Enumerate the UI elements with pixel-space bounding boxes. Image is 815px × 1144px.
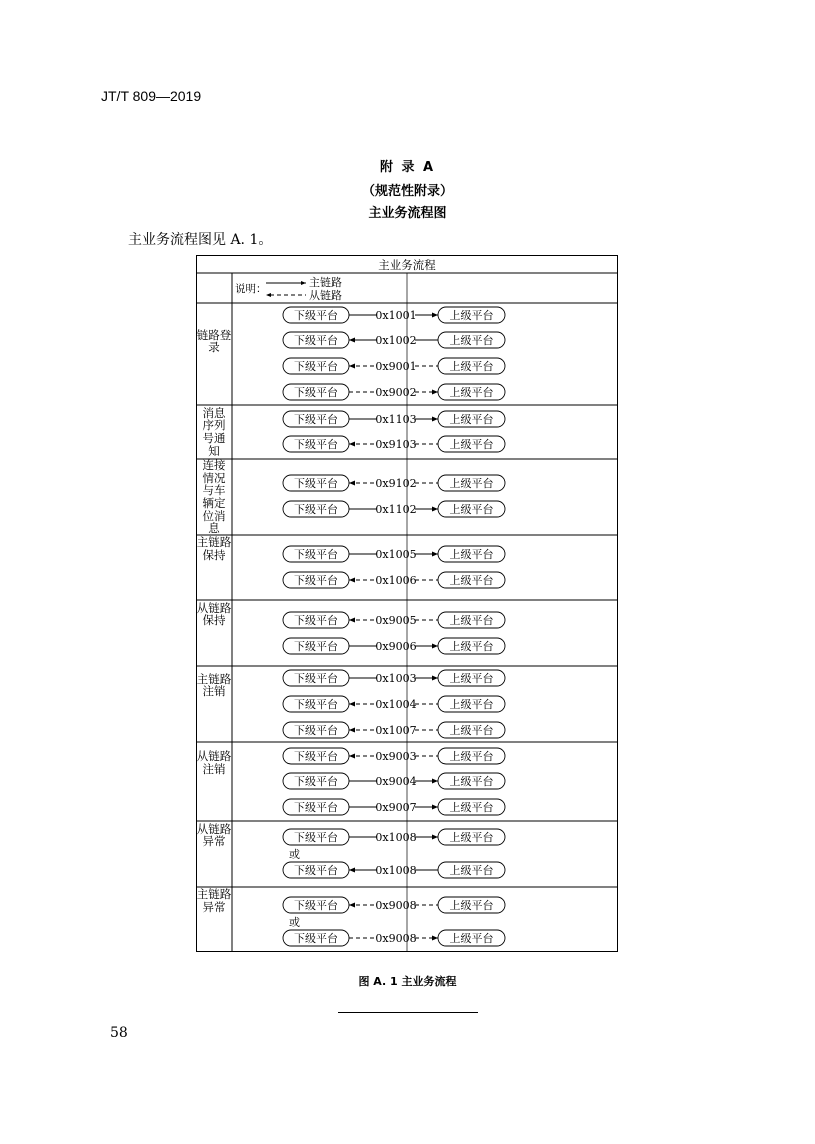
upper-platform-label: 上级平台: [449, 801, 494, 814]
lower-platform-label: 下级平台: [294, 750, 338, 763]
lower-platform-label: 下级平台: [294, 831, 338, 844]
lower-platform-label: 下级平台: [294, 548, 338, 561]
lower-platform-label: 下级平台: [294, 775, 338, 788]
message-code: 0x1005: [375, 548, 417, 561]
arrowhead-right: [432, 552, 438, 557]
section-label: 主链路异常: [196, 887, 232, 914]
arrowhead-left: [349, 481, 355, 486]
upper-platform-label: 上级平台: [449, 614, 494, 627]
message-code: 0x9008: [375, 899, 417, 912]
message-code: 0x9003: [375, 750, 417, 763]
lower-platform-label: 下级平台: [294, 640, 338, 653]
arrowhead-left: [349, 728, 355, 733]
upper-platform-label: 上级平台: [449, 386, 494, 399]
legend-sub-label: 从链路: [309, 289, 342, 302]
legend-sub-arrowhead: [266, 293, 271, 297]
upper-platform-label: 上级平台: [449, 334, 494, 347]
flow-row: [283, 862, 505, 878]
flow-row: [283, 307, 505, 323]
lower-platform-label: 下级平台: [294, 334, 338, 347]
section-label: 连接情况与车辆定位消息: [202, 458, 226, 536]
flow-row: [283, 384, 505, 400]
arrowhead-right: [432, 835, 438, 840]
flow-row: [283, 358, 505, 374]
footer-rule: [338, 1012, 478, 1013]
section-label: 消息序列号通知: [202, 405, 226, 458]
flow-row: [283, 829, 505, 845]
arrowhead-left: [349, 578, 355, 583]
message-code: 0x1007: [375, 724, 417, 737]
message-code: 0x1008: [375, 831, 417, 844]
message-code: 0x1003: [375, 672, 417, 685]
upper-platform-label: 上级平台: [449, 864, 494, 877]
lower-platform-label: 下级平台: [294, 438, 338, 451]
arrowhead-right: [432, 676, 438, 681]
legend-main-label: 主链路: [309, 276, 342, 289]
flow-diagram-table: [196, 255, 618, 952]
diagram-title: 主业务流程: [378, 258, 436, 272]
upper-platform-label: 上级平台: [449, 477, 494, 490]
section-label: 主链路保持: [196, 535, 232, 562]
upper-platform-label: 上级平台: [449, 932, 494, 945]
intro-text: 主业务流程图见 A. 1。: [128, 232, 273, 248]
appendix-heading: 主业务流程图: [368, 206, 447, 221]
lower-platform-label: 下级平台: [294, 932, 338, 945]
message-code: 0x9004: [375, 775, 417, 788]
flow-row: [283, 722, 505, 738]
flow-row: [283, 773, 505, 789]
message-code: 0x1002: [375, 334, 417, 347]
message-code: 0x1004: [375, 698, 417, 711]
flow-row: [283, 799, 505, 815]
flow-row: [283, 612, 505, 628]
upper-platform-label: 上级平台: [449, 698, 494, 711]
section-label: 从链路保持: [196, 600, 232, 628]
flow-row: [283, 930, 505, 946]
lower-platform-label: 下级平台: [294, 360, 338, 373]
upper-platform-label: 上级平台: [449, 548, 494, 561]
flow-row: [283, 572, 505, 588]
message-code: 0x9006: [375, 640, 417, 653]
page-number: 58: [110, 1025, 128, 1041]
flow-row: [283, 332, 505, 348]
message-code: 0x1103: [375, 413, 417, 426]
upper-platform-label: 上级平台: [449, 672, 494, 685]
upper-platform-label: 上级平台: [449, 360, 494, 373]
flow-row: [283, 436, 505, 452]
appendix-type: （规范性附录）: [361, 184, 453, 199]
flow-row: [283, 546, 505, 562]
message-code: 0x9001: [375, 360, 417, 373]
lower-platform-label: 下级平台: [294, 386, 338, 399]
upper-platform-label: 上级平台: [449, 309, 494, 322]
arrowhead-left: [349, 338, 355, 343]
legend-prefix: 说明：: [235, 283, 267, 295]
arrowhead-left: [349, 903, 355, 908]
lower-platform-label: 下级平台: [294, 477, 338, 490]
flow-row: [283, 748, 505, 764]
message-code: 0x1008: [375, 864, 417, 877]
upper-platform-label: 上级平台: [449, 831, 494, 844]
flow-row: [283, 501, 505, 517]
arrowhead-right: [432, 936, 438, 941]
section-label: 从链路异常: [196, 821, 232, 849]
flow-row: [283, 475, 505, 491]
arrowhead-right: [432, 390, 438, 395]
message-code: 0x9007: [375, 801, 417, 814]
upper-platform-label: 上级平台: [449, 413, 494, 426]
lower-platform-label: 下级平台: [294, 614, 338, 627]
upper-platform-label: 上级平台: [449, 503, 494, 516]
lower-platform-label: 下级平台: [294, 864, 338, 877]
lower-platform-label: 下级平台: [294, 413, 338, 426]
arrowhead-left: [349, 702, 355, 707]
flow-row: [283, 897, 505, 913]
section-label: 从链路注销: [196, 749, 232, 776]
arrowhead-right: [432, 417, 438, 422]
message-code: 0x9103: [375, 438, 417, 451]
document-code: JT/T 809—2019: [101, 88, 202, 104]
lower-platform-label: 下级平台: [294, 503, 338, 516]
upper-platform-label: 上级平台: [449, 899, 494, 912]
upper-platform-label: 上级平台: [449, 775, 494, 788]
arrowhead-right: [432, 805, 438, 810]
arrowhead-right: [432, 644, 438, 649]
upper-platform-label: 上级平台: [449, 640, 494, 653]
arrowhead-left: [349, 868, 355, 873]
lower-platform-label: 下级平台: [294, 672, 338, 685]
upper-platform-label: 上级平台: [449, 750, 494, 763]
appendix-title: 附 录 A: [379, 160, 436, 175]
legend-main-arrowhead: [301, 281, 306, 285]
figure-caption: 图 A. 1 主业务流程: [358, 975, 457, 988]
arrowhead-left: [349, 364, 355, 369]
arrowhead-right: [432, 313, 438, 318]
arrowhead-left: [349, 754, 355, 759]
upper-platform-label: 上级平台: [449, 724, 494, 737]
arrowhead-left: [349, 618, 355, 623]
lower-platform-label: 下级平台: [294, 309, 338, 322]
message-code: 0x9002: [375, 386, 417, 399]
flow-row: [283, 411, 505, 427]
arrowhead-right: [432, 779, 438, 784]
message-code: 0x9008: [375, 932, 417, 945]
flow-row: [283, 696, 505, 712]
section-label: 主链路注销: [196, 671, 232, 699]
message-code: 0x9102: [375, 477, 417, 490]
arrowhead-left: [349, 442, 355, 447]
message-code: 0x1001: [375, 309, 417, 322]
message-code: 0x1006: [375, 574, 417, 587]
upper-platform-label: 上级平台: [449, 574, 494, 587]
upper-platform-label: 上级平台: [449, 438, 494, 451]
lower-platform-label: 下级平台: [294, 899, 338, 912]
section-label: 链路登录: [196, 327, 232, 355]
or-text: 或: [289, 916, 300, 929]
lower-platform-label: 下级平台: [294, 574, 338, 587]
message-code: 0x1102: [375, 503, 417, 516]
message-code: 0x9005: [375, 614, 417, 627]
flow-row: [283, 638, 505, 654]
lower-platform-label: 下级平台: [294, 724, 338, 737]
lower-platform-label: 下级平台: [294, 698, 338, 711]
or-text: 或: [289, 848, 300, 861]
flow-row: [283, 670, 505, 686]
arrowhead-right: [432, 507, 438, 512]
lower-platform-label: 下级平台: [294, 801, 338, 814]
